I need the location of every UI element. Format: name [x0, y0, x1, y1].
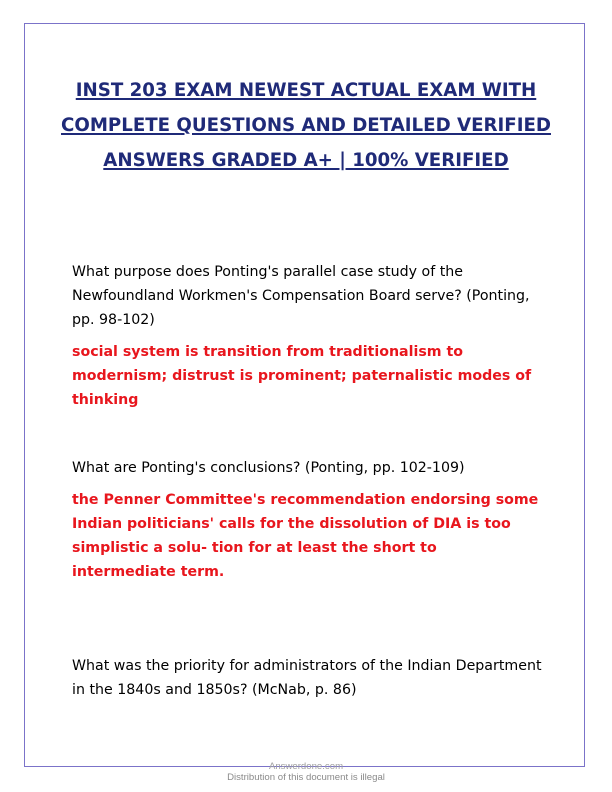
question-text: What purpose does Ponting's parallel case study of the Newfoundland Workmen's Compensation Board serve? (Ponting, pp. 98-102): [72, 264, 530, 328]
qa-item-2: [72, 456, 542, 584]
question-text: What are Ponting's conclusions? (Ponting, pp. 102-109): [72, 460, 465, 476]
footer-site-watermark: Answerdone.com: [268, 761, 344, 772]
question-text: What was the priority for administrators of the Indian Department in the 1840s and 1850s? (McNab, p. 86): [72, 658, 542, 698]
qa-item-3: [72, 654, 542, 702]
qa-item-1: [72, 260, 542, 412]
footer-distribution-notice: Distribution of this document is illegal: [227, 772, 385, 783]
answer-text: social system is transition from traditionalism to modernism; distrust is prominent; paternalistic modes of thinking: [72, 344, 532, 408]
answer-text: the Penner Committee's recommendation endorsing some Indian politicians' calls for the dissolution of DIA is too simplistic a solu- tion for at least the short to intermediate term.: [72, 492, 539, 580]
document-title: INST 203 EXAM NEWEST ACTUAL EXAM WITH COMPLETE QUESTIONS AND DETAILED VERIFIED ANSWERS GRADED A+ | 100% VERIFIED: [61, 80, 551, 171]
